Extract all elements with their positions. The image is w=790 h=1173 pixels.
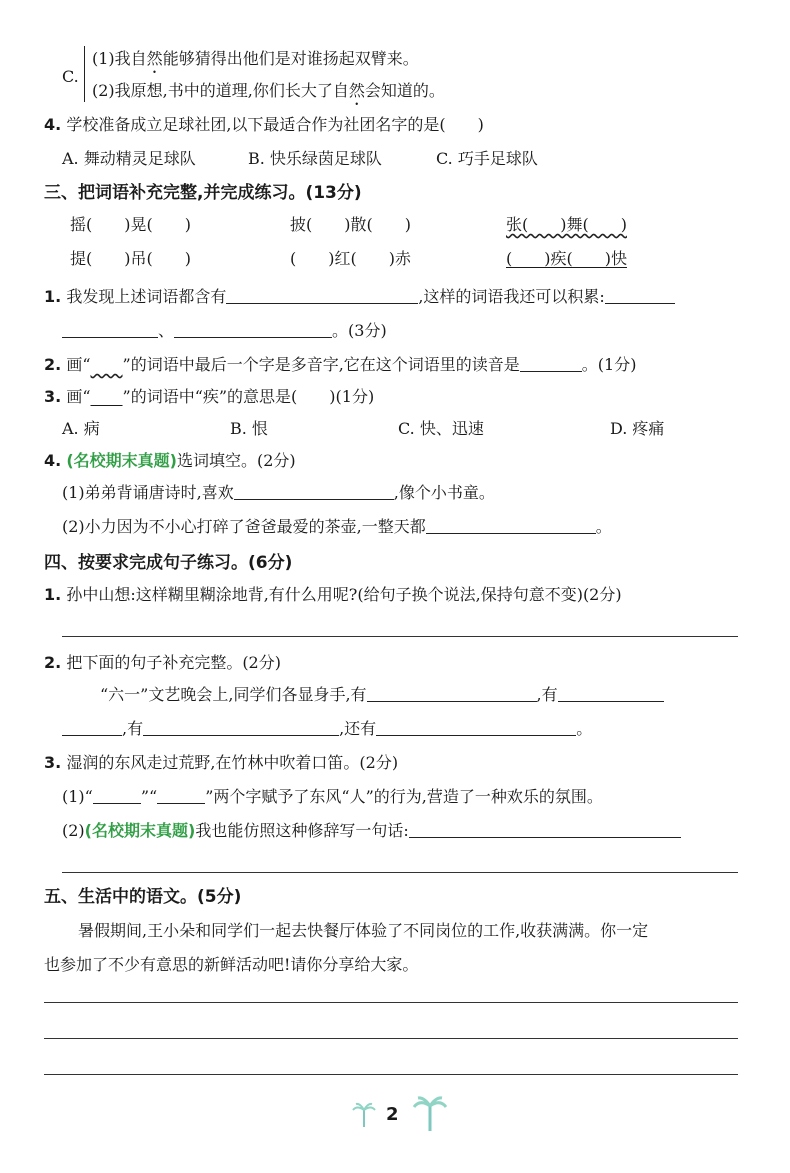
answer-blank[interactable] bbox=[367, 685, 537, 702]
palm-tree-icon bbox=[412, 1096, 448, 1132]
q3-option-c-sentence-2: (2)我原想,书中的道理,你们长大了自然会知道的。 bbox=[92, 81, 445, 100]
section-4-q3: 3. 湿润的东风走过荒野,在竹林中吹着口笛。(2分) bbox=[44, 753, 399, 772]
answer-blank[interactable] bbox=[62, 321, 158, 338]
section-3-q4-sentence-1: (1)弟弟背诵唐诗时,喜欢 ,像个小书童。 bbox=[62, 483, 495, 502]
word-blank-2: 披( )散( ) bbox=[290, 215, 411, 234]
word-blank-3: 张( )舞( ) bbox=[506, 215, 627, 234]
word-blank-4: 提( )吊( ) bbox=[70, 249, 191, 268]
page-number: 2 bbox=[386, 1104, 399, 1125]
answer-blank[interactable] bbox=[234, 483, 394, 500]
q4-option-a: A. 舞动精灵足球队 bbox=[62, 149, 196, 168]
answer-blank[interactable] bbox=[605, 287, 675, 304]
q3-option-c-letter: C. bbox=[62, 67, 79, 86]
answer-blank[interactable] bbox=[157, 787, 205, 804]
section-4-q3-sub-1: (1)“ ”“ ”两个字赋予了东风“人”的行为,营造了一种欢乐的氛围。 bbox=[62, 787, 603, 806]
palm-tree-icon bbox=[352, 1102, 376, 1128]
section-3-q2: 2. 画“ ”的词语中最后一个字是多音字,它在这个词语里的读音是 。(1分) bbox=[44, 355, 637, 374]
answer-blank[interactable] bbox=[62, 719, 122, 736]
section-4-q2: 2. 把下面的句子补充完整。(2分) bbox=[44, 653, 281, 672]
section-3-q3: 3. 画“ ”的词语中“疾”的意思是( )(1分) bbox=[44, 387, 375, 406]
section-3-q3-option-b: B. 恨 bbox=[230, 419, 268, 438]
answer-blank[interactable] bbox=[376, 719, 576, 736]
section-3-q1: 1. 我发现上述词语都含有 ,这样的词语我还可以积累: bbox=[44, 286, 675, 308]
word-blank-5: ( )红( )赤 bbox=[290, 249, 411, 268]
section-5-prompt-line-2: 也参加了不少有意思的新鲜活动吧!请你分享给大家。 bbox=[44, 955, 419, 974]
word-blank-1: 摇( )晃( ) bbox=[70, 215, 191, 234]
section-3-q3-option-c: C. 快、迅速 bbox=[398, 419, 484, 438]
answer-blank[interactable] bbox=[520, 355, 582, 372]
answer-blank[interactable] bbox=[174, 321, 332, 338]
answer-line[interactable] bbox=[44, 1038, 738, 1039]
answer-blank[interactable] bbox=[426, 517, 596, 534]
word-blank-6: ( )疾( )快 bbox=[506, 249, 627, 268]
q4-option-b: B. 快乐绿茵足球队 bbox=[248, 149, 382, 168]
section-4-q2-sentence: “六一”文艺晚会上,同学们各显身手,有 ,有 bbox=[100, 684, 664, 706]
answer-line[interactable] bbox=[44, 1074, 738, 1075]
answer-blank[interactable] bbox=[409, 821, 681, 838]
answer-blank[interactable] bbox=[93, 787, 141, 804]
section-3-q4: 4. (名校期末真题)选词填空。(2分) bbox=[44, 451, 296, 470]
section-5-prompt-line-1: 暑假期间,王小朵和同学们一起去快餐厅体验了不同岗位的工作,收获满满。你一定 bbox=[78, 921, 649, 940]
q3-option-c-sentence-1: (1)我自然能够猜得出他们是对谁扬起双臂来。 bbox=[92, 49, 419, 68]
section-4-q3-sub-2: (2)(名校期末真题)我也能仿照这种修辞写一句话: bbox=[62, 820, 681, 842]
section-3-title: 三、把词语补充完整,并完成练习。(13分) bbox=[44, 183, 362, 203]
option-c-brace bbox=[84, 46, 85, 102]
answer-line[interactable] bbox=[62, 636, 738, 637]
q4-question: 4. 学校准备成立足球社团,以下最适合作为社团名字的是( ) bbox=[44, 115, 484, 134]
section-3-q3-option-d: D. 疼痛 bbox=[610, 419, 665, 438]
section-3-q4-sentence-2: (2)小力因为不小心打碎了爸爸最爱的茶壶,一整天都 。 bbox=[62, 517, 612, 536]
section-5-title: 五、生活中的语文。(5分) bbox=[44, 887, 242, 907]
answer-line[interactable] bbox=[44, 1002, 738, 1003]
answer-line[interactable] bbox=[62, 872, 738, 873]
section-4-title: 四、按要求完成句子练习。(6分) bbox=[44, 553, 293, 573]
answer-blank[interactable] bbox=[143, 719, 339, 736]
section-3-q1-cont: 、 。(3分) bbox=[62, 320, 387, 342]
section-4-q1: 1. 孙中山想:这样糊里糊涂地背,有什么用呢?(给句子换个说法,保持句意不变)(2分) bbox=[44, 585, 622, 604]
answer-blank[interactable] bbox=[558, 685, 664, 702]
section-3-q3-option-a: A. 病 bbox=[62, 419, 100, 438]
q4-option-c: C. 巧手足球队 bbox=[436, 149, 538, 168]
answer-blank[interactable] bbox=[226, 287, 418, 304]
section-4-q2-sentence-cont: ,有 ,还有 。 bbox=[62, 718, 592, 740]
